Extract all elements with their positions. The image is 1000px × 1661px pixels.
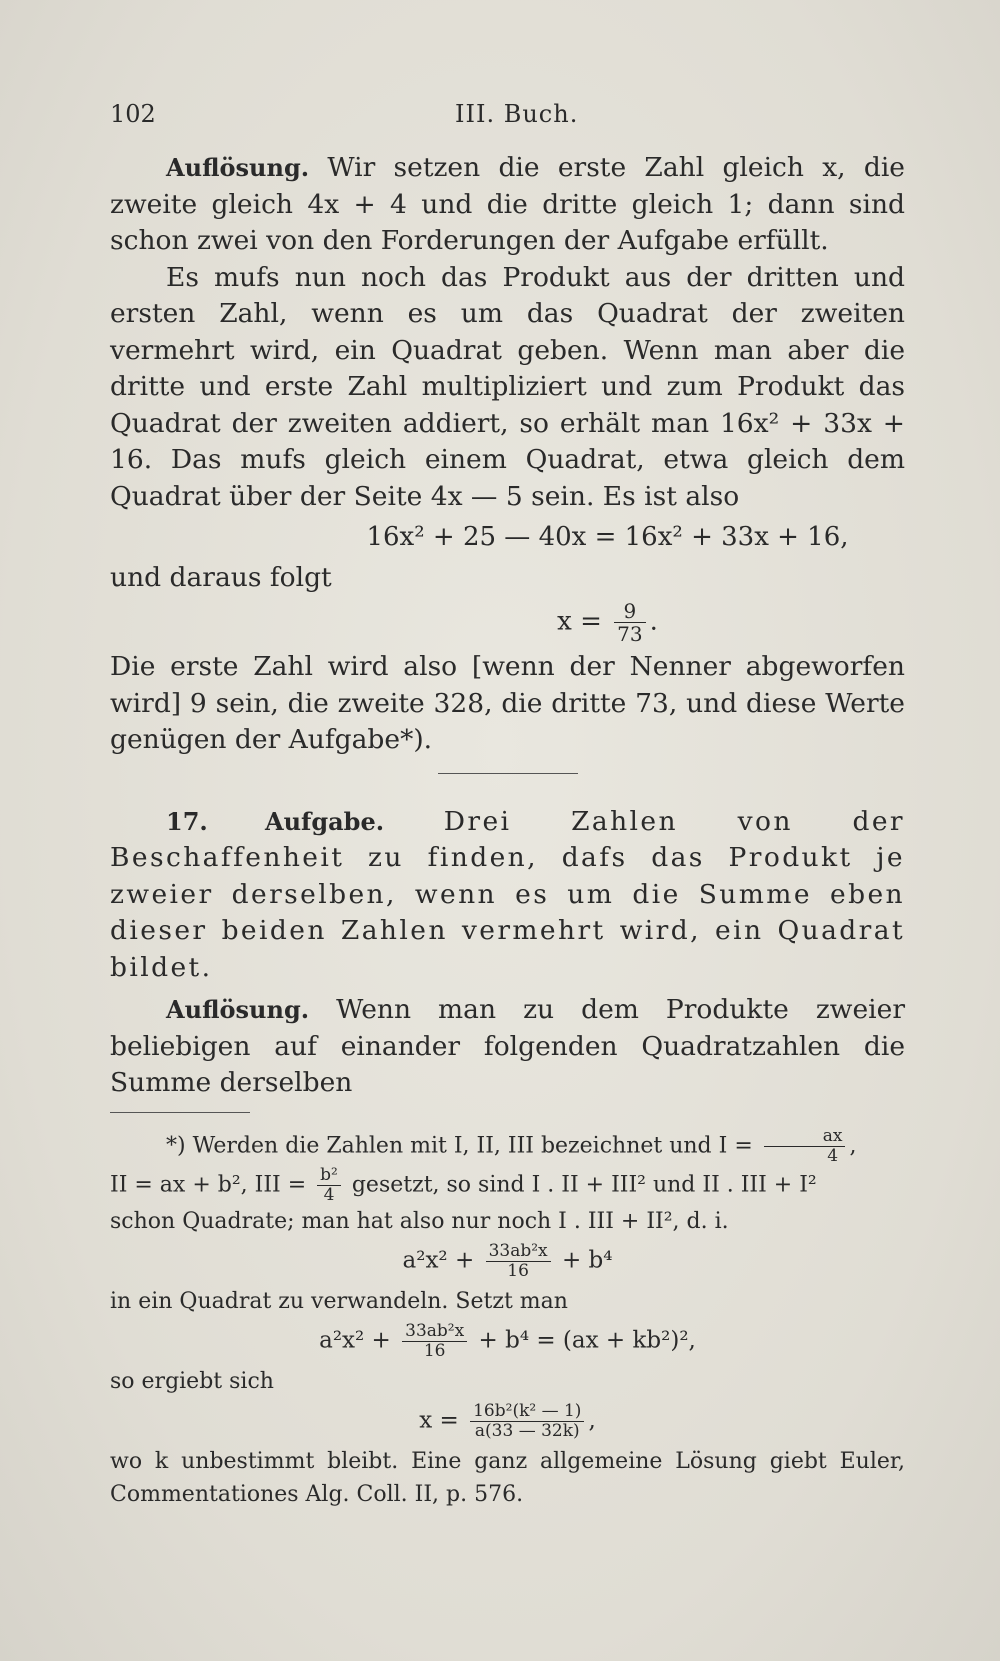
fraction-numerator: b² — [317, 1166, 341, 1186]
paragraph-solution-17 — [110, 992, 905, 1102]
footnote-equation-a — [110, 1242, 905, 1281]
fraction-33ab2x-16-b — [402, 1322, 467, 1361]
fraction-numerator: 9 — [614, 600, 645, 623]
equation-1: 16x² + 25 — 40x = 16x² + 33x + 16, — [366, 522, 849, 552]
equation-2 — [110, 600, 905, 645]
equation-part: a²x² + — [319, 1327, 391, 1353]
solution-text: Wir setzen die erste Zahl gleich x, die zweite gleich 4x + 4 und die dritte gleich 1; dann sind schon zwei von den Forderungen der Aufgabe erfüllt. — [110, 152, 905, 256]
equation-part: a²x² + — [402, 1247, 475, 1273]
footnote-line-3: schon Quadrate; man hat also nur noch I . III + II², d. i. — [110, 1208, 729, 1234]
fraction-numerator: 33ab²x — [402, 1322, 467, 1342]
footnote-text: , — [849, 1133, 857, 1158]
equation-part: + b⁴ — [561, 1247, 613, 1273]
fraction-numerator: 16b²(k² — 1) — [470, 1402, 584, 1422]
equation-2-tail: . — [649, 606, 658, 637]
task-label: 17. Aufgabe. — [166, 806, 385, 836]
footnote-text: *) Werden die Zahlen mit I, II, III bezeichnet und I = — [166, 1133, 753, 1158]
solution-label: Auflösung. — [166, 153, 310, 182]
page-number: 102 — [110, 100, 156, 128]
fraction-numerator: 33ab²x — [486, 1242, 551, 1262]
paragraph-first-number: Die erste Zahl wird also [wenn der Nenner abgeworfen wird] 9 sein, die zweite 328, die dritte 73, und diese Werte genügen der Aufgabe*). — [110, 651, 905, 755]
fraction-b2-4 — [317, 1166, 341, 1205]
fraction-x-solution — [470, 1402, 584, 1441]
task-text: Drei Zahlen von der Beschaffenheit zu finden, dafs das Produkt je zweier derselben, wenn es um die Summe eben dieser beiden Zahlen vermehrt wird, ein Quadrat bildet. — [110, 805, 905, 983]
fraction-denominator: 16 — [423, 1340, 446, 1361]
running-head: III. Buch. — [455, 100, 579, 128]
equation-part: + b⁴ = (ax + kb²)², — [478, 1327, 696, 1353]
fraction-denominator: 73 — [617, 622, 643, 646]
footnote-equation-b — [110, 1322, 905, 1361]
fraction-33ab2x-16 — [486, 1242, 551, 1281]
fraction-denominator: 4 — [323, 1184, 335, 1205]
solution-text-2: Wenn man zu dem Produkte zweier beliebigen auf einander folgenden Quadratzahlen die Summe derselben — [110, 994, 905, 1098]
footnote-line-4: in ein Quadrat zu verwandeln. Setzt man — [110, 1288, 568, 1314]
footnote-line-5: so ergiebt sich — [110, 1368, 274, 1394]
fraction-denominator: a(33 — 32k) — [474, 1420, 580, 1441]
footnote-line-6: wo k unbestimmt bleibt. Eine ganz allgemeine Lösung giebt Euler, Commentationes Alg. Coll. II, p. 576. — [110, 1448, 905, 1507]
equation-2-lhs: x = — [557, 606, 602, 637]
main-text — [110, 150, 905, 1511]
equation-part: x = — [419, 1407, 459, 1433]
section-divider — [438, 773, 578, 774]
paragraph-product: Es mufs nun noch das Produkt aus der dritten und ersten Zahl, wenn es um das Quadrat der zweiten vermehrt wird, ein Quadrat geben. Wenn man aber die dritte und erste Zahl multipliziert und zum Produkt das Quadrat der zweiten addiert, so erhält man 16x² + 33x + 16. Das mufs gleich einem Quadrat, etwa gleich dem Quadrat über der Seite 4x — 5 sein. Es ist also — [110, 261, 905, 512]
fraction-numerator: ax — [764, 1127, 846, 1147]
footnote-text: II = ax + b², III = — [110, 1172, 307, 1197]
paragraph-follows: und daraus folgt — [110, 561, 332, 593]
paragraph-task-17 — [110, 804, 905, 987]
footnote-line-1 — [110, 1127, 905, 1166]
equation-part: , — [588, 1407, 596, 1433]
fraction-denominator: 16 — [507, 1260, 529, 1281]
solution-label-2: Auflösung. — [166, 995, 310, 1024]
paragraph-solution-16 — [110, 150, 905, 260]
fraction-denominator: 4 — [827, 1145, 839, 1166]
footnote-line-2 — [110, 1166, 905, 1205]
footnote-equation-c — [110, 1402, 905, 1441]
footnote — [110, 1127, 905, 1511]
fraction-ax-4 — [764, 1127, 846, 1166]
page-header — [110, 100, 905, 140]
footnote-rule — [110, 1112, 250, 1113]
footnote-text: gesetzt, so sind I . II + III² und II . III + I² — [351, 1172, 817, 1197]
fraction-9-73 — [614, 600, 645, 645]
